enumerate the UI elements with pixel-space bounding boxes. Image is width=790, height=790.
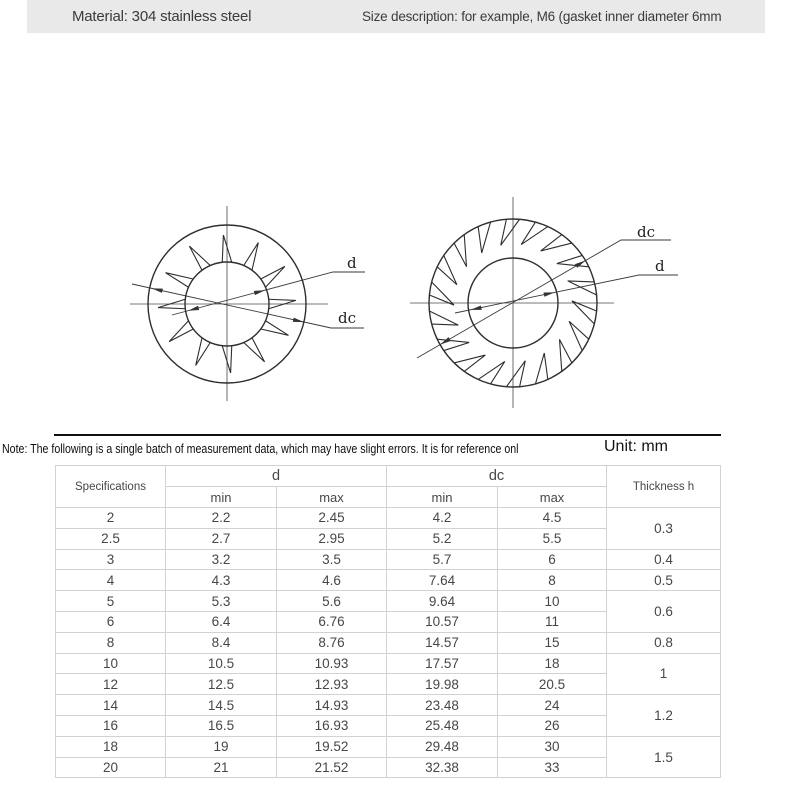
thickness-cell: 0.4 (607, 549, 721, 570)
leader-line (455, 275, 678, 313)
d-min-cell: 5.3 (166, 591, 277, 612)
d-max-cell: 19.52 (277, 736, 387, 757)
tooth (559, 339, 571, 371)
arrowhead (188, 306, 199, 311)
col-header-thickness: Thickness h (607, 466, 721, 508)
tooth (454, 235, 466, 267)
col-header-d-max: max (277, 487, 387, 508)
tooth (541, 235, 572, 251)
dc-max-cell: 33 (498, 757, 607, 778)
dc-min-cell: 7.64 (387, 570, 498, 591)
table-row (56, 695, 721, 716)
spec-cell: 10 (56, 653, 166, 674)
thickness-cell: 1.2 (607, 695, 721, 737)
table-row (56, 591, 721, 612)
dc-max-cell: 30 (498, 736, 607, 757)
dc-min-cell: 10.57 (387, 611, 498, 632)
table-row (56, 508, 721, 529)
unit-label: Unit: mm (604, 438, 668, 455)
table-row (56, 653, 721, 674)
left-d-label: d (347, 254, 357, 272)
spec-cell: 4 (56, 570, 166, 591)
thickness-cell: 0.8 (607, 632, 721, 653)
internal-tooth-washer-drawing (130, 206, 365, 401)
d-min-cell: 21 (166, 757, 277, 778)
d-min-cell: 19 (166, 736, 277, 757)
dc-max-cell: 8 (498, 570, 607, 591)
spec-cell: 16 (56, 715, 166, 736)
d-min-cell: 2.7 (166, 528, 277, 549)
tooth (429, 311, 458, 325)
d-min-cell: 6.4 (166, 611, 277, 632)
dc-max-cell: 6 (498, 549, 607, 570)
dc-min-cell: 9.64 (387, 591, 498, 612)
spec-cell: 8 (56, 632, 166, 653)
dc-min-cell: 25.48 (387, 715, 498, 736)
d-max-cell: 21.52 (277, 757, 387, 778)
dc-max-cell: 24 (498, 695, 607, 716)
d-max-cell: 2.95 (277, 528, 387, 549)
thickness-cell: 0.3 (607, 508, 721, 550)
tooth (568, 281, 597, 295)
dc-min-cell: 14.57 (387, 632, 498, 653)
d-max-cell: 8.76 (277, 632, 387, 653)
d-max-cell: 14.93 (277, 695, 387, 716)
col-header-dc-min: min (387, 487, 498, 508)
col-header-dc-max: max (498, 487, 607, 508)
tooth (535, 353, 547, 384)
table-row (56, 549, 721, 570)
spec-cell: 12 (56, 674, 166, 695)
left-dc-label: dc (338, 309, 357, 327)
d-max-cell: 5.6 (277, 591, 387, 612)
spec-cell: 20 (56, 757, 166, 778)
table-row (56, 736, 721, 757)
thickness-cell: 1 (607, 653, 721, 695)
leader-line (132, 284, 364, 328)
d-max-cell: 2.45 (277, 508, 387, 529)
col-header-specifications: Specifications (56, 466, 166, 508)
col-header-dc: dc (387, 466, 607, 487)
d-min-cell: 16.5 (166, 715, 277, 736)
material-label: Material: 304 stainless steel (72, 8, 252, 25)
dc-max-cell: 26 (498, 715, 607, 736)
thickness-cell: 0.6 (607, 591, 721, 633)
tooth (478, 222, 490, 253)
d-min-cell: 12.5 (166, 674, 277, 695)
dc-min-cell: 19.98 (387, 674, 498, 695)
d-max-cell: 16.93 (277, 715, 387, 736)
right-d-label: d (655, 257, 665, 275)
d-min-cell: 8.4 (166, 632, 277, 653)
d-min-cell: 4.3 (166, 570, 277, 591)
d-max-cell: 6.76 (277, 611, 387, 632)
thickness-cell: 0.5 (607, 570, 721, 591)
dc-min-cell: 29.48 (387, 736, 498, 757)
arrowhead (543, 292, 554, 296)
tooth (454, 355, 485, 371)
spec-cell: 3 (56, 549, 166, 570)
dc-min-cell: 5.2 (387, 528, 498, 549)
spec-cell: 18 (56, 736, 166, 757)
d-min-cell: 10.5 (166, 653, 277, 674)
dc-max-cell: 15 (498, 632, 607, 653)
dc-min-cell: 5.7 (387, 549, 498, 570)
thickness-cell: 1.5 (607, 736, 721, 778)
dimensions-table (55, 465, 721, 778)
table-row (56, 570, 721, 591)
dc-max-cell: 20.5 (498, 674, 607, 695)
dc-max-cell: 10 (498, 591, 607, 612)
dc-max-cell: 18 (498, 653, 607, 674)
d-max-cell: 3.5 (277, 549, 387, 570)
spec-cell: 5 (56, 591, 166, 612)
tooth (572, 301, 597, 324)
spec-cell: 14 (56, 695, 166, 716)
d-max-cell: 4.6 (277, 570, 387, 591)
tooth (429, 282, 454, 305)
size-description-label: Size description: for example, M6 (gasket inner diameter 6mm (362, 9, 722, 24)
right-dc-label: dc (637, 223, 656, 241)
arrowhead (254, 290, 265, 295)
dc-max-cell: 5.5 (498, 528, 607, 549)
note-text: Note: The following is a single batch of measurement data, which may have slight errors. It is for reference onl (2, 442, 519, 456)
arrowhead (152, 288, 163, 293)
col-header-d: d (166, 466, 387, 487)
dc-max-cell: 4.5 (498, 508, 607, 529)
dc-min-cell: 23.48 (387, 695, 498, 716)
tooth (506, 361, 525, 387)
dc-min-cell: 4.2 (387, 508, 498, 529)
dc-min-cell: 32.38 (387, 757, 498, 778)
d-min-cell: 2.2 (166, 508, 277, 529)
d-max-cell: 12.93 (277, 674, 387, 695)
leader-line (417, 240, 671, 358)
table-header (56, 466, 721, 508)
arrowhead (440, 337, 451, 344)
dc-max-cell: 11 (498, 611, 607, 632)
d-min-cell: 14.5 (166, 695, 277, 716)
spec-cell: 2 (56, 508, 166, 529)
divider-line (54, 434, 721, 436)
table-row (56, 632, 721, 653)
table-body (56, 508, 721, 778)
d-min-cell: 3.2 (166, 549, 277, 570)
dc-min-cell: 17.57 (387, 653, 498, 674)
arrowhead (471, 306, 482, 310)
spec-cell: 2.5 (56, 528, 166, 549)
d-max-cell: 10.93 (277, 653, 387, 674)
spec-cell: 6 (56, 611, 166, 632)
arrowhead (293, 318, 304, 323)
tooth (501, 219, 520, 245)
col-header-d-min: min (166, 487, 277, 508)
